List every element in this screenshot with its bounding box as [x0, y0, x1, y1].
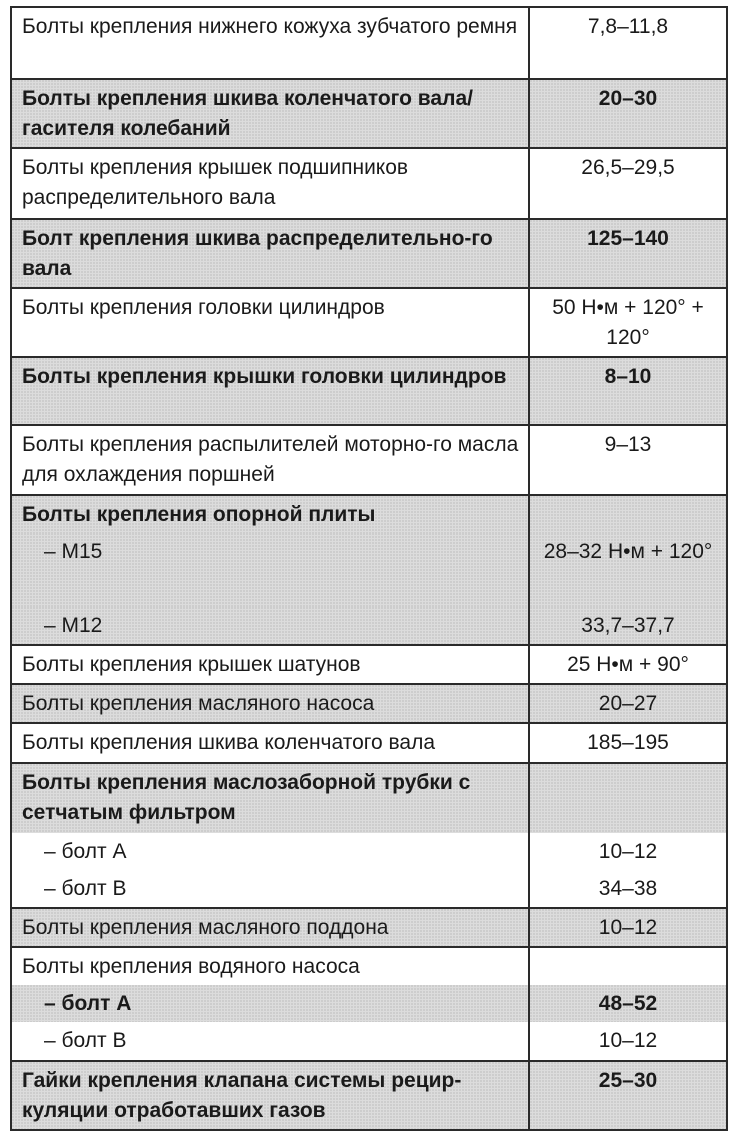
row-value: 9–13 — [529, 425, 727, 494]
torque-spec-table — [10, 6, 728, 1131]
row-value: 20–27 — [529, 684, 727, 723]
row-value: 8–10 — [529, 357, 727, 425]
row-label: Болты крепления масляного насоса — [11, 684, 529, 723]
row-value — [529, 763, 727, 833]
table-row — [11, 723, 727, 762]
row-value: 10–12 — [529, 833, 727, 870]
row-value: 125–140 — [529, 219, 727, 288]
row-value: 26,5–29,5 — [529, 148, 727, 218]
torque-spec-page — [10, 6, 726, 1131]
table-row — [11, 947, 727, 985]
table-row — [11, 533, 727, 607]
row-label: – болт A — [11, 985, 529, 1022]
row-label: – М12 — [11, 607, 529, 645]
table-row — [11, 684, 727, 723]
table-row — [11, 763, 727, 833]
table-row — [11, 357, 727, 425]
row-label: Болты крепления шкива коленчатого вала — [11, 723, 529, 762]
table-row — [11, 148, 727, 218]
row-value — [529, 947, 727, 985]
row-value: 28–32 Н•м + 120° — [529, 533, 727, 607]
table-row — [11, 7, 727, 79]
row-label: Болты крепления головки цилиндров — [11, 288, 529, 357]
table-row — [11, 607, 727, 645]
row-value: 34–38 — [529, 870, 727, 908]
row-value: 25–30 — [529, 1061, 727, 1130]
row-label: Болты крепления опорной плиты — [11, 495, 529, 533]
row-label: Болты крепления шкива коленчатого вала/ гасителя колебаний — [11, 79, 529, 148]
row-label: Болты крепления водяного насоса — [11, 947, 529, 985]
row-value: 20–30 — [529, 79, 727, 148]
row-value: 33,7–37,7 — [529, 607, 727, 645]
row-label: Болты крепления масляного поддона — [11, 908, 529, 947]
table-row — [11, 219, 727, 288]
table-row — [11, 985, 727, 1022]
row-value: 50 Н•м + 120° + 120° — [529, 288, 727, 357]
row-label: Болты крепления нижнего кожуха зубчатого ремня — [11, 7, 529, 79]
table-row — [11, 870, 727, 908]
table-row — [11, 288, 727, 357]
row-label: Болты крепления распылителей моторно-го масла для охлаждения поршней — [11, 425, 529, 494]
table-row — [11, 908, 727, 947]
table-row — [11, 495, 727, 533]
row-value: 10–12 — [529, 908, 727, 947]
row-value: 185–195 — [529, 723, 727, 762]
row-value: 48–52 — [529, 985, 727, 1022]
table-row — [11, 79, 727, 148]
row-label: – болт A — [11, 833, 529, 870]
row-label: – болт B — [11, 1022, 529, 1060]
row-value: 7,8–11,8 — [529, 7, 727, 79]
row-value: 10–12 — [529, 1022, 727, 1060]
row-label: Болты крепления крышки головки цилиндров — [11, 357, 529, 425]
row-value — [529, 495, 727, 533]
table-row — [11, 425, 727, 494]
table-row — [11, 1061, 727, 1130]
row-label: Болт крепления шкива распределительно-го вала — [11, 219, 529, 288]
row-label: – М15 — [11, 533, 529, 607]
table-row — [11, 645, 727, 684]
row-label: Болты крепления маслозаборной трубки с сетчатым фильтром — [11, 763, 529, 833]
table-row — [11, 833, 727, 870]
row-label: Болты крепления крышек подшипников распределительного вала — [11, 148, 529, 218]
row-label: Болты крепления крышек шатунов — [11, 645, 529, 684]
row-value: 25 Н•м + 90° — [529, 645, 727, 684]
row-label: – болт B — [11, 870, 529, 908]
row-label: Гайки крепления клапана системы рецир-куляции отработавших газов — [11, 1061, 529, 1130]
table-row — [11, 1022, 727, 1060]
